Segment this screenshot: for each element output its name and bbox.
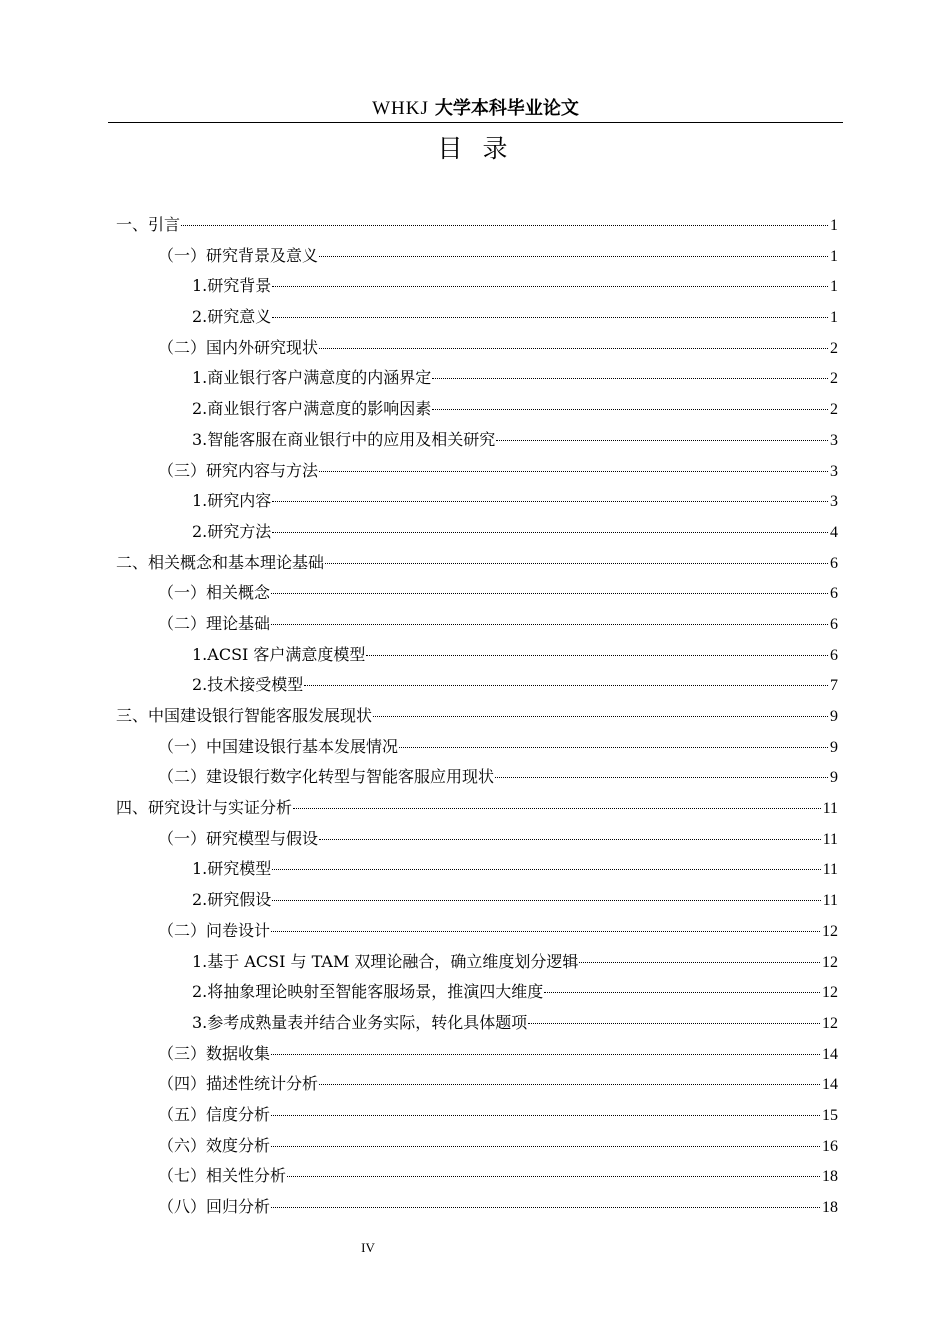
toc-entry-page: 11 <box>822 892 838 910</box>
toc-entry[interactable] <box>116 241 838 272</box>
toc-entry[interactable] <box>116 762 838 793</box>
toc-entry-page: 18 <box>822 1168 838 1186</box>
toc-entry-label: 1.商业银行客户满意度的内涵界定 <box>192 368 432 388</box>
toc-entry-label: （一）中国建设银行基本发展情况 <box>158 736 399 756</box>
toc-entry[interactable] <box>116 333 838 364</box>
toc-entry-label: 2.将抽象理论映射至智能客服场景，推演四大维度 <box>192 982 544 1002</box>
toc-entry[interactable] <box>116 916 838 947</box>
toc-dot-leader <box>293 808 821 809</box>
toc-dot-leader <box>272 532 828 533</box>
toc-entry[interactable] <box>116 302 838 333</box>
toc-entry-label: （一）研究背景及意义 <box>158 245 319 265</box>
toc-entry-page: 12 <box>822 984 838 1002</box>
toc-entry-page: 3 <box>830 431 838 449</box>
toc-entry[interactable] <box>116 1039 838 1070</box>
toc-dot-leader <box>287 1176 820 1177</box>
toc-entry-page: 1 <box>830 278 838 296</box>
toc-dot-leader <box>272 501 828 502</box>
header-rule <box>108 122 843 123</box>
toc-entry[interactable] <box>116 1008 838 1039</box>
toc-entry-label: （七）相关性分析 <box>158 1166 287 1186</box>
toc-entry[interactable] <box>116 517 838 548</box>
toc-entry-label: 2.研究假设 <box>192 890 272 910</box>
toc-dot-leader <box>272 869 820 870</box>
toc-entry-label: （六）效度分析 <box>158 1135 271 1155</box>
toc-dot-leader <box>544 992 820 993</box>
toc-entry-label: （四）描述性统计分析 <box>158 1074 319 1094</box>
toc-entry-page: 6 <box>830 554 838 572</box>
toc-entry-label: 1.研究内容 <box>192 491 272 511</box>
toc-entry-label: 3.参考成熟量表并结合业务实际，转化具体题项 <box>192 1012 528 1032</box>
toc-dot-leader <box>579 962 820 963</box>
toc-dot-leader <box>319 1084 820 1085</box>
toc-entry-label: 1.研究模型 <box>192 859 272 879</box>
toc-entry-page: 9 <box>830 769 838 787</box>
toc-entry-label: 1.基于 ACSI 与 TAM 双理论融合，确立维度划分逻辑 <box>192 951 579 971</box>
toc-entry[interactable] <box>116 701 838 732</box>
toc-entry[interactable] <box>116 824 838 855</box>
toc-entry-label: 1.ACSI 客户满意度模型 <box>192 644 366 664</box>
toc-entry-page: 16 <box>822 1137 838 1155</box>
toc-dot-leader <box>432 378 828 379</box>
toc-entry-label: （二）问卷设计 <box>158 920 271 940</box>
toc-entry[interactable] <box>116 1069 838 1100</box>
toc-entry[interactable] <box>116 363 838 394</box>
toc-dot-leader <box>271 931 820 932</box>
toc-entry-label: （二）国内外研究现状 <box>158 337 319 357</box>
toc-entry-page: 9 <box>830 708 838 725</box>
toc-entry-label: （一）相关概念 <box>158 583 271 603</box>
toc-entry[interactable] <box>116 640 838 671</box>
toc-entry-label: 一、引言 <box>116 215 181 234</box>
toc-entry-page: 6 <box>830 646 838 664</box>
toc-dot-leader <box>271 593 828 594</box>
toc-entry[interactable] <box>116 609 838 640</box>
header-school-code: WHKJ <box>372 98 429 119</box>
toc-entry[interactable] <box>116 394 838 425</box>
toc-entry[interactable] <box>116 456 838 487</box>
toc-entry-page: 12 <box>822 953 838 971</box>
toc-entry-page: 3 <box>830 493 838 511</box>
toc-entry-page: 11 <box>822 861 838 879</box>
page-title: 目 录 <box>437 134 514 163</box>
toc-dot-leader <box>271 1146 820 1147</box>
toc-entry-label: （五）信度分析 <box>158 1104 271 1124</box>
toc-dot-leader <box>181 225 828 226</box>
toc-dot-leader <box>319 348 828 349</box>
page-header <box>108 96 843 121</box>
toc-entry-page: 15 <box>822 1106 838 1124</box>
toc-entry-page: 14 <box>822 1076 838 1094</box>
toc-entry-label: （二）建设银行数字化转型与智能客服应用现状 <box>158 767 495 787</box>
toc-entry[interactable] <box>116 885 838 916</box>
toc-entry-page: 6 <box>830 585 838 603</box>
toc-entry[interactable] <box>116 548 838 579</box>
toc-dot-leader <box>319 839 821 840</box>
toc-entry[interactable] <box>116 854 838 885</box>
toc-entry[interactable] <box>116 425 838 456</box>
toc-dot-leader <box>271 1054 820 1055</box>
toc-entry-label: （八）回归分析 <box>158 1197 271 1216</box>
toc-entry-page: 2 <box>830 370 838 388</box>
toc-entry[interactable] <box>116 1131 838 1162</box>
toc-entry-page: 1 <box>830 247 838 265</box>
toc-entry[interactable] <box>116 210 838 241</box>
toc-dot-leader <box>528 1023 820 1024</box>
toc-dot-leader <box>496 440 828 441</box>
toc-entry-page: 4 <box>830 523 838 541</box>
toc-entry[interactable] <box>116 1192 838 1223</box>
page-number: IV <box>361 1240 375 1255</box>
toc-entry-page: 1 <box>830 309 838 327</box>
toc-dot-leader <box>272 286 828 287</box>
toc-dot-leader <box>304 685 828 686</box>
toc-entry-page: 18 <box>822 1199 838 1216</box>
toc-entry-label: （三）数据收集 <box>158 1043 271 1063</box>
toc-entry-label: 二、相关概念和基本理论基础 <box>116 552 325 572</box>
toc-dot-leader <box>366 655 828 656</box>
toc-entry-page: 2 <box>830 401 838 419</box>
toc-entry-label: （三）研究内容与方法 <box>158 460 319 480</box>
toc-entry-label: 2.商业银行客户满意度的影响因素 <box>192 399 432 419</box>
toc-dot-leader <box>432 409 828 410</box>
toc-entry-label: 3.智能客服在商业银行中的应用及相关研究 <box>192 429 496 449</box>
toc-entry-page: 12 <box>822 1014 838 1032</box>
toc-dot-leader <box>272 900 820 901</box>
toc-entry-page: 11 <box>822 830 838 848</box>
toc-entry-page: 1 <box>830 217 838 234</box>
toc-entry-label: 2.技术接受模型 <box>192 675 304 695</box>
toc-entry-page: 14 <box>822 1045 838 1063</box>
toc-entry-page: 3 <box>830 462 838 480</box>
toc-entry-page: 2 <box>830 339 838 357</box>
toc-entry-label: 2.研究意义 <box>192 307 272 327</box>
toc-dot-leader <box>373 716 828 717</box>
toc-entry-label: （二）理论基础 <box>158 613 271 633</box>
toc-entry[interactable] <box>116 977 838 1008</box>
toc-dot-leader <box>399 747 828 748</box>
toc-entry[interactable] <box>116 1161 838 1192</box>
toc-entry-label: 三、中国建设银行智能客服发展现状 <box>116 706 373 725</box>
table-of-contents <box>116 210 838 1223</box>
toc-entry[interactable] <box>116 578 838 609</box>
toc-entry-page: 12 <box>822 922 838 940</box>
toc-entry-page: 6 <box>830 615 838 633</box>
toc-dot-leader <box>271 1115 820 1116</box>
toc-entry-label: 四、研究设计与实证分析 <box>116 798 293 818</box>
toc-entry-label: 2.研究方法 <box>192 521 272 541</box>
toc-dot-leader <box>271 624 828 625</box>
toc-entry-page: 11 <box>822 800 838 818</box>
toc-dot-leader <box>319 471 828 472</box>
toc-entry[interactable] <box>116 271 838 302</box>
toc-entry[interactable] <box>116 947 838 978</box>
toc-entry[interactable] <box>116 793 838 824</box>
toc-dot-leader <box>325 563 828 564</box>
toc-entry-page: 9 <box>830 738 838 756</box>
toc-entry-page: 7 <box>830 677 838 695</box>
header-school-title: 大学本科毕业论文 <box>434 98 579 119</box>
toc-entry[interactable] <box>116 1100 838 1131</box>
toc-dot-leader <box>319 256 828 257</box>
toc-entry[interactable] <box>116 732 838 763</box>
toc-dot-leader <box>495 777 828 778</box>
toc-entry[interactable] <box>116 670 838 701</box>
toc-dot-leader <box>271 1207 820 1208</box>
toc-entry[interactable] <box>116 486 838 517</box>
toc-entry-label: （一）研究模型与假设 <box>158 828 319 848</box>
toc-entry-label: 1.研究背景 <box>192 276 272 296</box>
toc-dot-leader <box>272 317 828 318</box>
